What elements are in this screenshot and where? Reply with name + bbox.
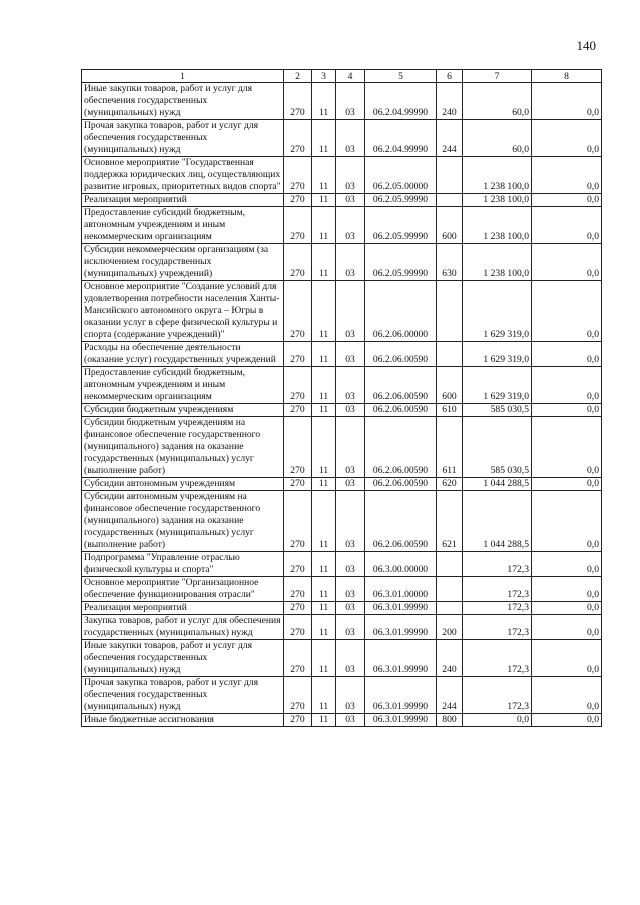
table-row <box>82 207 602 244</box>
row-value-cell: 0,0 <box>532 83 602 120</box>
row-value-cell: 06.3.01.00000 <box>365 577 437 602</box>
row-value-cell: 11 <box>312 615 336 640</box>
row-value-cell: 06.2.04.99990 <box>365 120 437 157</box>
row-value-cell: 06.2.06.00590 <box>365 478 437 491</box>
row-value-cell: 06.2.04.99990 <box>365 83 437 120</box>
row-value-cell: 0,0 <box>532 478 602 491</box>
row-value-cell: 0,0 <box>532 552 602 577</box>
row-value-cell: 03 <box>336 207 365 244</box>
row-value-cell: 270 <box>284 602 312 615</box>
row-value-cell: 620 <box>437 478 463 491</box>
row-value-cell <box>437 552 463 577</box>
row-value-cell: 270 <box>284 478 312 491</box>
column-header: 8 <box>532 70 602 83</box>
row-value-cell: 172,3 <box>463 677 532 714</box>
row-name-cell: Реализация мероприятий <box>82 602 284 615</box>
row-value-cell: 0,0 <box>532 677 602 714</box>
row-value-cell: 03 <box>336 120 365 157</box>
row-value-cell: 11 <box>312 194 336 207</box>
row-value-cell <box>437 342 463 367</box>
table-row <box>82 602 602 615</box>
row-value-cell: 11 <box>312 404 336 417</box>
row-value-cell: 0,0 <box>532 281 602 342</box>
table-row <box>82 491 602 552</box>
table-row <box>82 120 602 157</box>
row-value-cell: 06.2.06.00000 <box>365 281 437 342</box>
row-value-cell: 03 <box>336 404 365 417</box>
row-value-cell: 11 <box>312 367 336 404</box>
row-value-cell: 06.3.01.99990 <box>365 640 437 677</box>
row-value-cell: 03 <box>336 281 365 342</box>
row-value-cell: 1 238 100,0 <box>463 207 532 244</box>
row-value-cell: 270 <box>284 120 312 157</box>
row-value-cell: 270 <box>284 577 312 602</box>
row-value-cell: 06.2.05.00000 <box>365 157 437 194</box>
row-value-cell: 0,0 <box>463 714 532 727</box>
table-row <box>82 194 602 207</box>
row-value-cell: 0,0 <box>532 342 602 367</box>
column-header: 6 <box>437 70 463 83</box>
row-value-cell: 06.3.00.00000 <box>365 552 437 577</box>
row-name-cell: Иные закупки товаров, работ и услуг для обеспечения государственных (муниципальных) нужд <box>82 83 284 120</box>
row-value-cell: 11 <box>312 602 336 615</box>
row-value-cell: 11 <box>312 577 336 602</box>
row-value-cell: 270 <box>284 157 312 194</box>
row-value-cell: 1 238 100,0 <box>463 194 532 207</box>
row-value-cell: 06.2.05.99990 <box>365 244 437 281</box>
table-row <box>82 640 602 677</box>
row-value-cell: 1 238 100,0 <box>463 244 532 281</box>
row-value-cell: 11 <box>312 714 336 727</box>
row-value-cell: 0,0 <box>532 207 602 244</box>
row-value-cell: 11 <box>312 417 336 478</box>
row-value-cell: 270 <box>284 714 312 727</box>
row-value-cell: 03 <box>336 577 365 602</box>
row-name-cell: Субсидии бюджетным учреждениям на финансовое обеспечение государственного (муниципального) задания на оказание государственных (муниципальных) услуг (выполнение работ) <box>82 417 284 478</box>
row-value-cell: 1 629 319,0 <box>463 367 532 404</box>
row-value-cell: 0,0 <box>532 640 602 677</box>
row-value-cell: 800 <box>437 714 463 727</box>
row-value-cell: 585 030,5 <box>463 404 532 417</box>
row-value-cell: 1 629 319,0 <box>463 342 532 367</box>
row-name-cell: Основное мероприятие "Государственная поддержка юридических лиц, осуществляющих развитие игровых, приоритетных видов спорта" <box>82 157 284 194</box>
row-value-cell <box>437 281 463 342</box>
row-value-cell: 06.3.01.99990 <box>365 714 437 727</box>
row-value-cell: 0,0 <box>532 491 602 552</box>
row-value-cell: 03 <box>336 602 365 615</box>
table-header-row <box>82 70 602 83</box>
row-value-cell: 172,3 <box>463 640 532 677</box>
row-value-cell: 11 <box>312 491 336 552</box>
row-name-cell: Прочая закупка товаров, работ и услуг для обеспечения государственных (муниципальных) нужд <box>82 677 284 714</box>
row-value-cell: 11 <box>312 677 336 714</box>
row-value-cell: 06.2.06.00590 <box>365 404 437 417</box>
row-value-cell: 270 <box>284 207 312 244</box>
row-value-cell: 06.2.05.99990 <box>365 194 437 207</box>
row-name-cell: Расходы на обеспечение деятельности (оказание услуг) государственных учреждений <box>82 342 284 367</box>
row-name-cell: Субсидии автономным учреждениям <box>82 478 284 491</box>
row-value-cell: 03 <box>336 478 365 491</box>
row-value-cell: 06.3.01.99990 <box>365 615 437 640</box>
row-value-cell: 06.3.01.99990 <box>365 677 437 714</box>
column-header: 2 <box>284 70 312 83</box>
row-value-cell: 0,0 <box>532 417 602 478</box>
row-name-cell: Субсидии бюджетным учреждениям <box>82 404 284 417</box>
row-value-cell: 03 <box>336 491 365 552</box>
row-name-cell: Закупка товаров, работ и услуг для обеспечения государственных (муниципальных) нужд <box>82 615 284 640</box>
row-value-cell: 06.2.06.00590 <box>365 342 437 367</box>
budget-table <box>81 69 602 727</box>
row-value-cell <box>437 577 463 602</box>
row-value-cell: 03 <box>336 714 365 727</box>
row-value-cell: 60,0 <box>463 120 532 157</box>
row-value-cell: 11 <box>312 207 336 244</box>
row-value-cell: 172,3 <box>463 552 532 577</box>
row-value-cell: 11 <box>312 552 336 577</box>
row-value-cell: 585 030,5 <box>463 417 532 478</box>
row-value-cell: 60,0 <box>463 83 532 120</box>
row-value-cell: 270 <box>284 83 312 120</box>
row-value-cell: 630 <box>437 244 463 281</box>
row-value-cell: 270 <box>284 404 312 417</box>
table-row <box>82 367 602 404</box>
row-value-cell: 03 <box>336 417 365 478</box>
row-value-cell: 03 <box>336 244 365 281</box>
row-value-cell: 0,0 <box>532 367 602 404</box>
row-value-cell: 06.2.06.00590 <box>365 491 437 552</box>
row-value-cell: 600 <box>437 367 463 404</box>
row-value-cell: 06.2.05.99990 <box>365 207 437 244</box>
row-value-cell: 1 238 100,0 <box>463 157 532 194</box>
row-value-cell: 0,0 <box>532 714 602 727</box>
row-value-cell: 0,0 <box>532 602 602 615</box>
row-value-cell: 270 <box>284 417 312 478</box>
row-value-cell: 03 <box>336 194 365 207</box>
column-header: 7 <box>463 70 532 83</box>
row-value-cell: 0,0 <box>532 120 602 157</box>
row-name-cell: Предоставление субсидий бюджетным, автономным учреждениям и иным некоммерческим организациям <box>82 207 284 244</box>
row-value-cell: 03 <box>336 367 365 404</box>
row-value-cell: 11 <box>312 120 336 157</box>
row-value-cell: 0,0 <box>532 577 602 602</box>
table-row <box>82 478 602 491</box>
row-value-cell: 270 <box>284 677 312 714</box>
row-value-cell: 270 <box>284 194 312 207</box>
row-value-cell: 270 <box>284 615 312 640</box>
table-row <box>82 281 602 342</box>
row-value-cell: 270 <box>284 552 312 577</box>
row-value-cell: 1 044 288,5 <box>463 478 532 491</box>
row-value-cell: 270 <box>284 367 312 404</box>
row-value-cell: 270 <box>284 281 312 342</box>
row-value-cell: 240 <box>437 83 463 120</box>
row-value-cell: 0,0 <box>532 615 602 640</box>
column-header: 1 <box>82 70 284 83</box>
table-row <box>82 677 602 714</box>
row-value-cell: 06.3.01.99990 <box>365 602 437 615</box>
row-value-cell: 0,0 <box>532 194 602 207</box>
row-value-cell <box>437 157 463 194</box>
row-value-cell: 11 <box>312 281 336 342</box>
row-value-cell: 11 <box>312 244 336 281</box>
row-value-cell: 06.2.06.00590 <box>365 417 437 478</box>
row-name-cell: Субсидии некоммерческим организациям (за исключением государственных (муниципальных) учреждений) <box>82 244 284 281</box>
row-value-cell: 200 <box>437 615 463 640</box>
table-row <box>82 417 602 478</box>
row-value-cell <box>437 602 463 615</box>
row-name-cell: Прочая закупка товаров, работ и услуг для обеспечения государственных (муниципальных) нужд <box>82 120 284 157</box>
column-header: 3 <box>312 70 336 83</box>
column-header: 4 <box>336 70 365 83</box>
row-name-cell: Основное мероприятие "Организационное обеспечение функционирования отрасли" <box>82 577 284 602</box>
row-value-cell: 11 <box>312 478 336 491</box>
table-row <box>82 714 602 727</box>
row-value-cell: 11 <box>312 342 336 367</box>
row-name-cell: Субсидии автономным учреждениям на финансовое обеспечение государственного (муниципального) задания на оказание государственных (муниципальных) услуг (выполнение работ) <box>82 491 284 552</box>
table-row <box>82 157 602 194</box>
row-value-cell: 172,3 <box>463 615 532 640</box>
table-row <box>82 615 602 640</box>
row-value-cell: 1 044 288,5 <box>463 491 532 552</box>
row-value-cell: 03 <box>336 640 365 677</box>
table-row <box>82 83 602 120</box>
row-value-cell: 172,3 <box>463 602 532 615</box>
row-value-cell: 03 <box>336 342 365 367</box>
row-value-cell: 244 <box>437 677 463 714</box>
row-value-cell: 240 <box>437 640 463 677</box>
row-value-cell: 270 <box>284 491 312 552</box>
row-value-cell: 270 <box>284 244 312 281</box>
row-value-cell: 610 <box>437 404 463 417</box>
row-value-cell <box>437 194 463 207</box>
row-name-cell: Основное мероприятие "Создание условий для удовлетворения потребности населения Ханты-Мансийского автономного округа – Югры в оказании услуг в сфере физической культуры и спорта (содержание учреждений)" <box>82 281 284 342</box>
table-row <box>82 244 602 281</box>
row-value-cell: 0,0 <box>532 404 602 417</box>
page-number: 140 <box>576 38 596 53</box>
row-value-cell: 1 629 319,0 <box>463 281 532 342</box>
table-row <box>82 404 602 417</box>
row-name-cell: Реализация мероприятий <box>82 194 284 207</box>
row-name-cell: Предоставление субсидий бюджетным, автономным учреждениям и иным некоммерческим организациям <box>82 367 284 404</box>
row-value-cell: 11 <box>312 640 336 677</box>
row-value-cell: 244 <box>437 120 463 157</box>
table-row <box>82 577 602 602</box>
row-name-cell: Иные закупки товаров, работ и услуг для обеспечения государственных (муниципальных) нужд <box>82 640 284 677</box>
row-value-cell: 06.2.06.00590 <box>365 367 437 404</box>
row-value-cell: 03 <box>336 615 365 640</box>
row-value-cell: 03 <box>336 552 365 577</box>
row-value-cell: 0,0 <box>532 244 602 281</box>
row-value-cell: 03 <box>336 677 365 714</box>
table-row <box>82 552 602 577</box>
row-name-cell: Подпрограмма "Управление отраслью физической культуры и спорта" <box>82 552 284 577</box>
column-header: 5 <box>365 70 437 83</box>
table-row <box>82 342 602 367</box>
row-value-cell: 11 <box>312 157 336 194</box>
row-value-cell: 270 <box>284 342 312 367</box>
row-value-cell: 11 <box>312 83 336 120</box>
row-value-cell: 0,0 <box>532 157 602 194</box>
row-value-cell: 611 <box>437 417 463 478</box>
row-value-cell: 03 <box>336 83 365 120</box>
row-value-cell: 172,3 <box>463 577 532 602</box>
row-value-cell: 03 <box>336 157 365 194</box>
row-value-cell: 621 <box>437 491 463 552</box>
row-value-cell: 600 <box>437 207 463 244</box>
row-name-cell: Иные бюджетные ассигнования <box>82 714 284 727</box>
row-value-cell: 270 <box>284 640 312 677</box>
